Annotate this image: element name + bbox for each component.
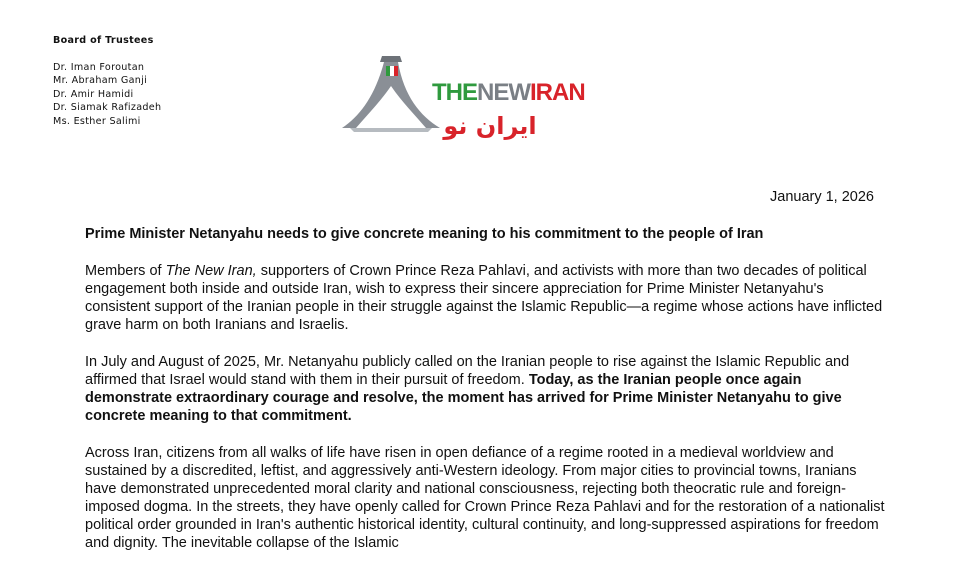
- letter-body: [85, 225, 885, 571]
- azadi-tower-icon: [342, 56, 440, 132]
- paragraph-1: [85, 262, 885, 334]
- paragraph-2: [85, 353, 885, 425]
- logo-farsi: ایران نو: [443, 112, 537, 140]
- trustee-name: Ms. Esther Salimi: [53, 115, 141, 127]
- trustee-name: Mr. Abraham Ganji: [53, 75, 148, 87]
- p2-bold-text: Today, as the Iranian people once again demonstrate extraordinary courage and resolve, the moment has arrived for Prime Minister Netanyahu to give concrete meaning to that commitment.: [85, 372, 842, 424]
- logo-the: THE: [432, 79, 477, 106]
- p1-text-b: supporters of Crown Prince Reza Pahlavi, and activists with more than two decades of political engagement both inside and outside Iran, wish to express their sincere appreciation for Prime Minister Netanyahu's consistent support of the Iranian people in their struggle against the Islamic Republic—a regime whose actions have inflicted grave harm on both Iranians and Israelis.: [85, 263, 883, 333]
- logo-new: NEW: [477, 79, 530, 106]
- p1-text-a: Members of: [85, 263, 166, 279]
- svg-text:THENEWIRAN: [432, 79, 585, 106]
- p2-text: In July and August of 2025, Mr. Netanyahu publicly called on the Iranian people to rise against the Islamic Republic and affirmed that Israel would stand with them in their pursuit of freedom.: [85, 354, 850, 388]
- paragraph-3: Across Iran, citizens from all walks of life have risen in open defiance of a regime rooted in a medieval worldview and sustained by a discredited, leftist, and aggressively anti-Western ideology. From major cities to provincial towns, Iranians have demonstrated unprecedented moral clarity and national consciousness, rejecting both theocratic rule and foreign-imposed dogma. In the streets, they have openly called for Crown Prince Reza Pahlavi and for the restoration of a nationalist political order grounded in Iran's authentic historical identity, cultural continuity, and long-suppressed aspirations for freedom and dignity. The inevitable collapse of the Islamic: [85, 445, 885, 551]
- letter-title: Prime Minister Netanyahu needs to give concrete meaning to his commitment to the people of Iran: [85, 226, 764, 242]
- trustee-name: Dr. Siamak Rafizadeh: [53, 102, 162, 114]
- trustee-name: Dr. Amir Hamidi: [53, 88, 134, 100]
- trustee-name: Dr. Iman Foroutan: [53, 61, 145, 73]
- the-new-iran-logo: [340, 56, 620, 146]
- p1-organization-name: The New Iran,: [165, 263, 257, 279]
- trustees-heading: Board of Trustees: [53, 35, 154, 46]
- logo-iran: IRAN: [530, 79, 585, 106]
- letter-date: January 1, 2026: [770, 189, 874, 205]
- board-of-trustees: [53, 34, 161, 129]
